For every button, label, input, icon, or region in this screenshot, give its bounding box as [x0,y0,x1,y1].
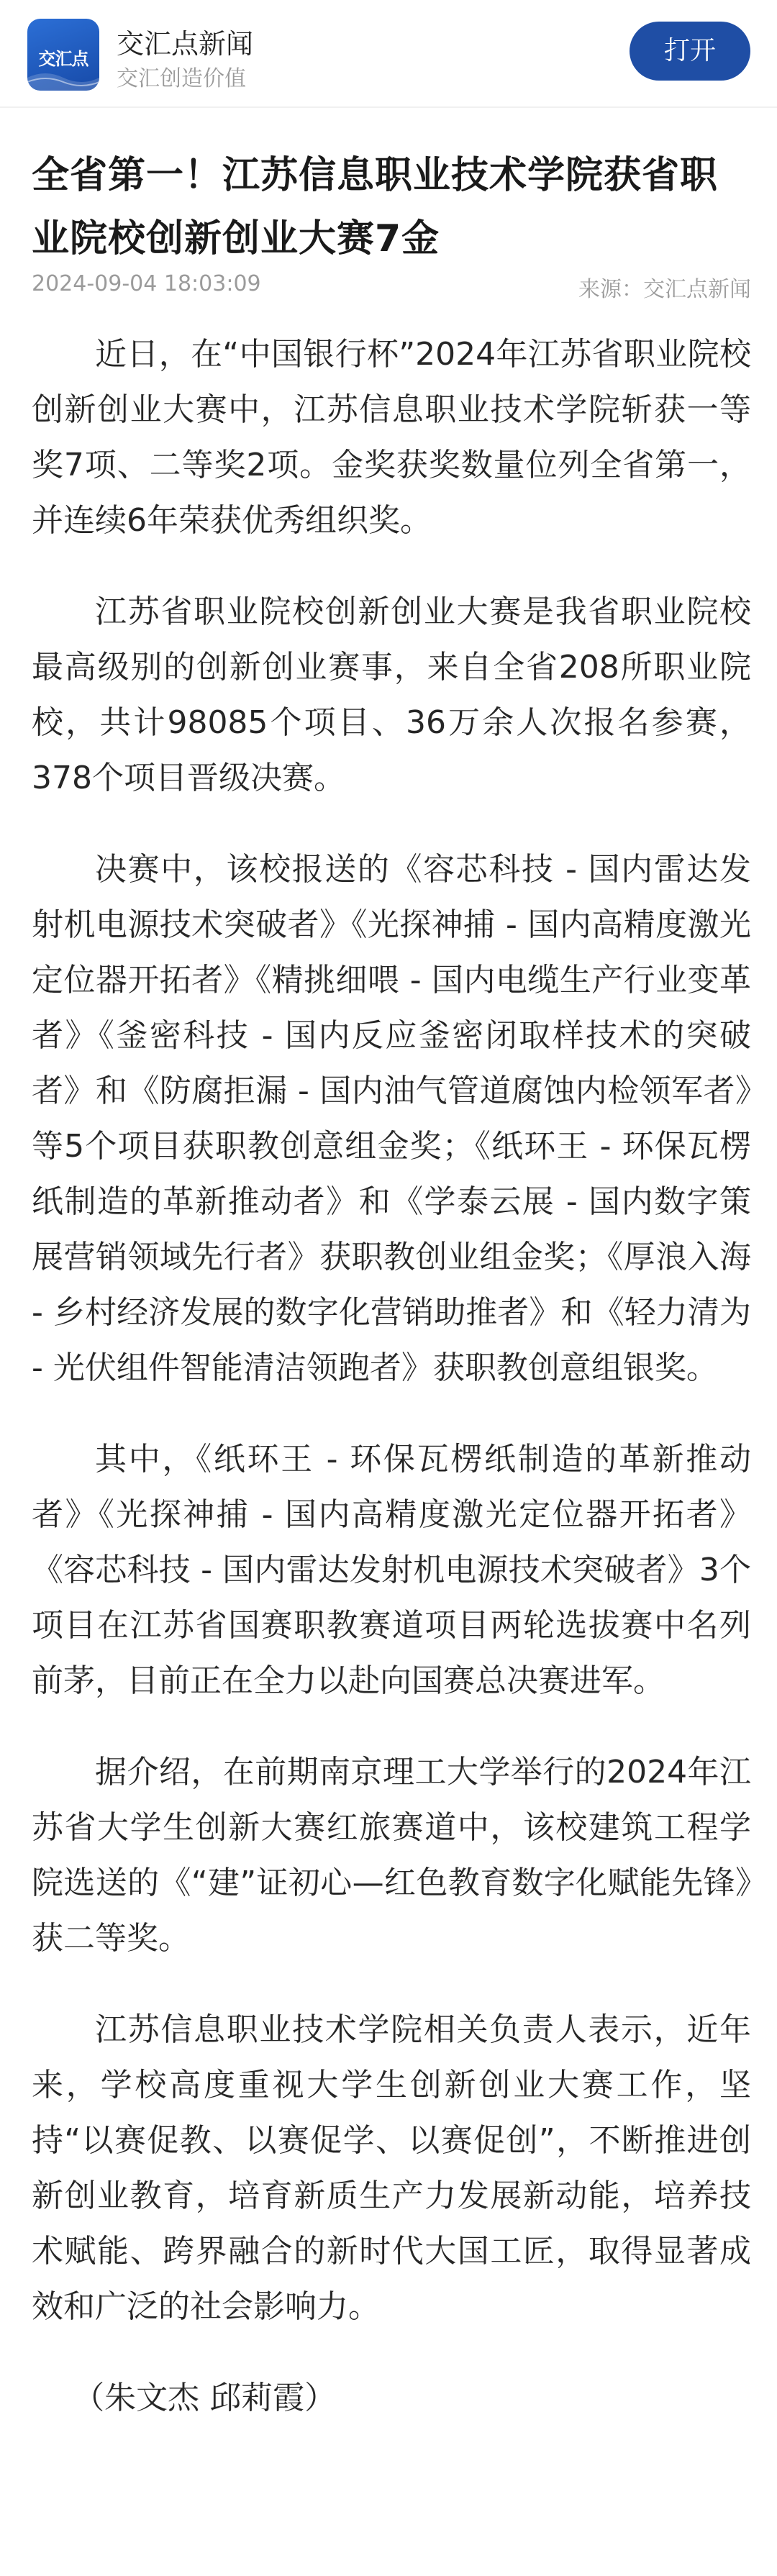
logo-text: 交汇点 [38,48,88,69]
paragraph: 其中，《纸环王 - 环保瓦楞纸制造的革新推动者》《光探神捕 - 国内高精度激光定位器开拓者》《容芯科技 - 国内雷达发射机电源技术突破者》3个项目在江苏省国赛职教赛道项目两轮选拔赛中名列前茅，目前正在全力以赴向国赛总决赛进军。 [32,1441,751,1699]
app-name: 交汇点新闻 [117,28,254,60]
author-byline: （朱文杰 邱莉霞） [73,2380,337,2416]
paragraph: 决赛中，该校报送的《容芯科技 - 国内雷达发射机电源技术突破者》《光探神捕 - 国内高精度激光定位器开拓者》《精挑细喂 - 国内电缆生产行业变革者》《釜密科技 - 国内反应釜密闭取样技术的突破者》和《防腐拒漏 - 国内油气管道腐蚀内检领军者》等5个项目获职教创意组金奖；《纸环王 - 环保瓦楞纸制造的革新推动者》和《学泰云展 - 国内数字策展营销领域先行者》获职教创业组金奖；《厚浪入海 - 乡村经济发展的数字化营销助推者》和《轻力清为 - 光伏组件智能清洁领跑者》获职教创意组银奖。 [32,851,751,1386]
paragraph: 江苏省职业院校创新创业大赛是我省职业院校最高级别的创新创业赛事，来自全省208所职业院校，共计98085个项目、36万余人次报名参赛，378个项目晋级决赛。 [32,593,751,796]
app-banner [0,0,777,108]
logo-wave-icon [27,68,99,91]
article-source: 来源：交汇点新闻 [578,277,751,302]
paragraph: 江苏信息职业技术学院相关负责人表示，近年来，学校高度重视大学生创新创业大赛工作，坚持“以赛促教、以赛促学、以赛促创”，不断推进创新创业教育，培育新质生产力发展新动能，培养技术赋能、跨界融合的新时代大国工匠，取得显著成效和广泛的社会影响力。 [32,2011,751,2325]
article-title: 全省第一！江苏信息职业技术学院获省职业院校创新创业大赛7金 [32,154,719,260]
paragraph: 据介绍，在前期南京理工大学举行的2024年江苏省大学生创新大赛红旅赛道中，该校建筑工程学院选送的《“建”证初心—红色教育数字化赋能先锋》获二等奖。 [32,1754,751,1957]
article-body [32,327,751,2462]
open-app-button[interactable]: 打开 [630,22,750,81]
publish-time: 2024-09-04 18:03:09 [32,271,261,296]
app-slogan: 交汇创造价值 [117,66,246,91]
app-logo[interactable] [27,19,99,91]
paragraph: 近日，在“中国银行杯”2024年江苏省职业院校创新创业大赛中，江苏信息职业技术学院斩获一等奖7项、二等奖2项。金奖获奖数量位列全省第一，并连续6年荣获优秀组织奖。 [32,336,751,539]
